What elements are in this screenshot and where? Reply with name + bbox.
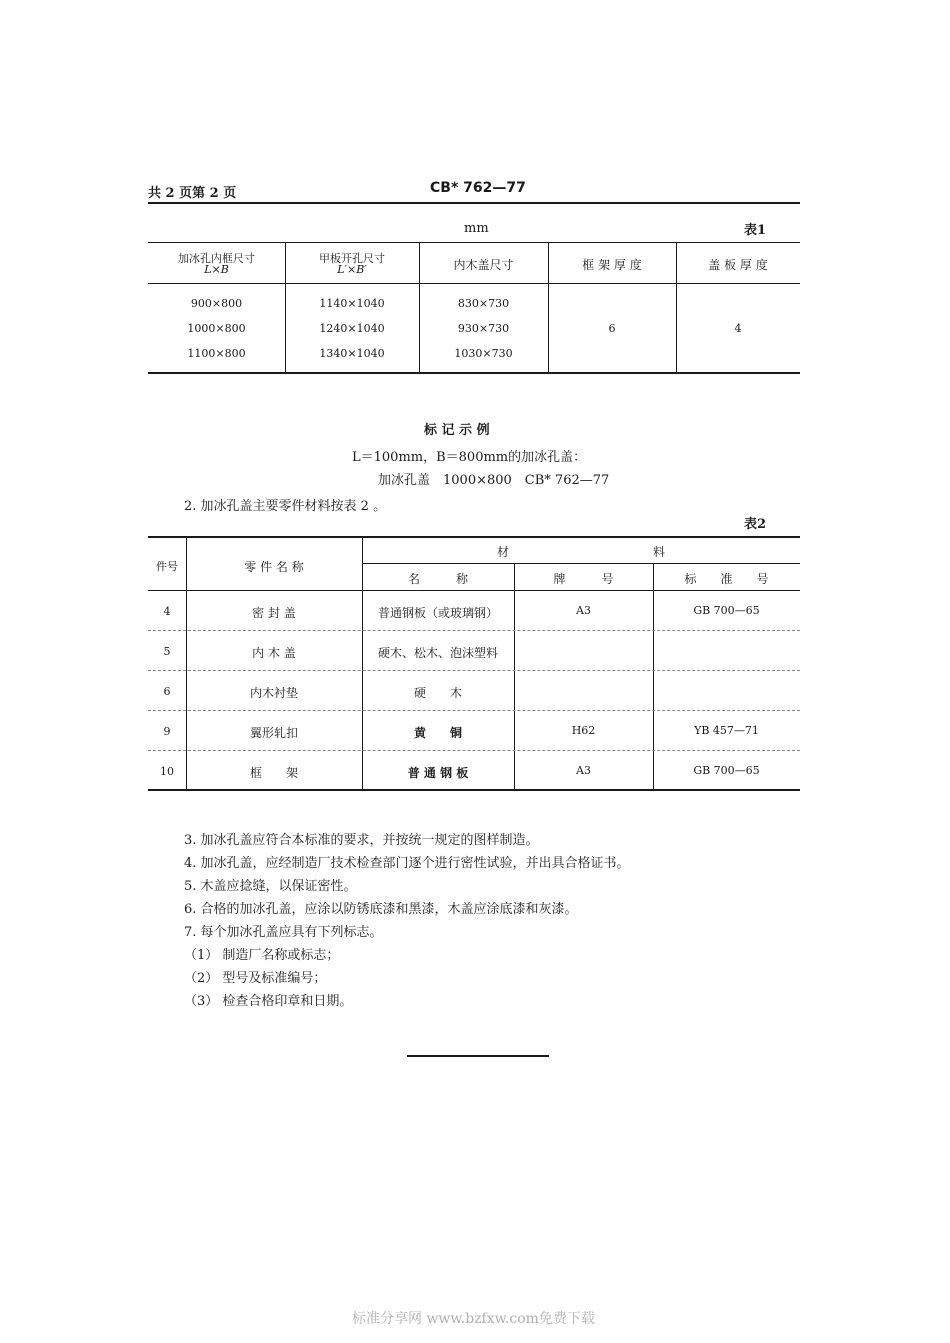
t2-cell-no: 5 xyxy=(163,645,171,658)
table1-label: 表1 xyxy=(744,223,767,238)
t2-cell-part: 内 木 盖 xyxy=(252,646,296,660)
t1-cell-wood: 930×730 xyxy=(457,322,510,335)
t2-cell-part: 密 封 盖 xyxy=(252,606,296,620)
t1-header-deck-symbol: L′×B′ xyxy=(337,263,367,276)
table1-unit: mm xyxy=(464,221,489,236)
table2-divider xyxy=(653,563,654,790)
t1-header-wood-size: 内木盖尺寸 xyxy=(453,258,514,272)
footer-watermark: 标准分享网 www.bzfxw.com免费下载 xyxy=(352,1311,595,1327)
clause-7-item-1: （1） 制造厂名称或标志； xyxy=(184,948,340,963)
clause-5: 5. 木盖应捻缝，以保证密性。 xyxy=(184,879,357,894)
page-info: 共 2 页第 2 页 xyxy=(148,186,237,201)
table2-row-rule xyxy=(148,670,800,671)
clause-2: 2. 加冰孔盖主要零件材料按表 2 。 xyxy=(184,499,387,514)
clause-4: 4. 加冰孔盖，应经制造厂技术检查部门逐个进行密性试验，并出具合格证书。 xyxy=(184,856,630,871)
table2-material-rule xyxy=(362,563,800,564)
t2-cell-grade: A3 xyxy=(576,604,591,617)
table1-bottom-rule xyxy=(148,372,800,374)
t2-cell-standard: GB 700—65 xyxy=(693,764,760,777)
t2-cell-material: 普通钢板（或玻璃钢） xyxy=(377,606,498,620)
standard-number: CB* 762—77 xyxy=(430,180,526,196)
t1-cell-deck: 1240×1040 xyxy=(319,322,385,335)
t2-cell-part: 框 架 xyxy=(249,766,298,780)
table2-label: 表2 xyxy=(744,517,767,532)
t2-cell-no: 4 xyxy=(163,605,171,618)
t2-header-no: 件号 xyxy=(156,560,178,573)
header-rule xyxy=(148,202,800,204)
marking-line1: L＝100mm，B＝800mm的加冰孔盖： xyxy=(352,450,587,465)
table2-top-rule xyxy=(148,536,800,538)
clause-7-item-2: （2） 型号及标准编号； xyxy=(184,971,327,986)
t1-cell-deck: 1340×1040 xyxy=(319,347,385,360)
t2-cell-no: 10 xyxy=(160,765,174,778)
t1-cell-inner: 1100×800 xyxy=(187,347,246,360)
table2-divider xyxy=(514,563,515,790)
t2-cell-material: 硬木、松木、泡沫塑料 xyxy=(377,646,498,660)
clause-3: 3. 加冰孔盖应符合本标准的要求，并按统一规定的图样制造。 xyxy=(184,833,539,848)
clause-6: 6. 合格的加冰孔盖，应涂以防锈底漆和黑漆，木盖应涂底漆和灰漆。 xyxy=(184,902,578,917)
t1-cell-frame-thickness: 6 xyxy=(608,322,616,335)
t1-header-deck-size: 甲板开孔尺寸 xyxy=(319,252,385,265)
t1-cell-cover-thickness: 4 xyxy=(734,322,742,335)
t2-header-part-name: 零 件 名 称 xyxy=(244,560,304,574)
marking-title: 标 记 示 例 xyxy=(424,423,490,438)
table2-row-rule xyxy=(148,710,800,711)
t2-header-material: 材 料 xyxy=(496,545,665,559)
t2-cell-part: 翼形轧扣 xyxy=(249,726,298,740)
t2-cell-grade: H62 xyxy=(571,724,596,737)
t2-cell-material: 硬 木 xyxy=(413,686,462,700)
t2-cell-material: 黄 铜 xyxy=(413,726,462,740)
table2-bottom-rule xyxy=(148,789,800,791)
t1-cell-deck: 1140×1040 xyxy=(319,297,385,310)
t2-cell-no: 9 xyxy=(163,725,171,738)
t1-cell-wood: 830×730 xyxy=(457,297,510,310)
clause-7: 7. 每个加冰孔盖应具有下列标志。 xyxy=(184,925,383,940)
marking-line2: 加冰孔盖 1000×800 CB* 762—77 xyxy=(378,473,610,488)
t1-cell-inner: 1000×800 xyxy=(187,322,246,335)
clause-7-item-3: （3） 检查合格印章和日期。 xyxy=(184,994,353,1009)
table2-row-rule xyxy=(148,750,800,751)
t2-header-grade: 牌 号 xyxy=(553,572,614,586)
t2-header-standard: 标 准 号 xyxy=(684,572,769,586)
t2-cell-standard: YB 457—71 xyxy=(694,724,759,737)
t2-header-mat-name: 名 称 xyxy=(407,572,468,586)
table2-row-rule xyxy=(148,630,800,631)
t1-header-cover-thickness: 盖 板 厚 度 xyxy=(708,258,768,272)
t2-cell-part: 内木衬垫 xyxy=(249,686,298,700)
table2-header-rule xyxy=(148,590,800,591)
t1-header-inner-size: 加冰孔内框尺寸 xyxy=(178,252,255,265)
t1-cell-inner: 900×800 xyxy=(190,297,243,310)
t1-header-frame-thickness: 框 架 厚 度 xyxy=(582,258,642,272)
t1-cell-wood: 1030×730 xyxy=(454,347,513,360)
t2-cell-grade: A3 xyxy=(576,764,591,777)
end-rule xyxy=(407,1055,549,1057)
t1-header-inner-symbol: L×B xyxy=(204,263,229,276)
table1-top-rule xyxy=(148,242,800,243)
t2-cell-material: 普 通 钢 板 xyxy=(407,766,469,780)
t2-cell-standard: GB 700—65 xyxy=(693,604,760,617)
table1-header-rule xyxy=(148,283,800,284)
t2-cell-no: 6 xyxy=(163,685,171,698)
